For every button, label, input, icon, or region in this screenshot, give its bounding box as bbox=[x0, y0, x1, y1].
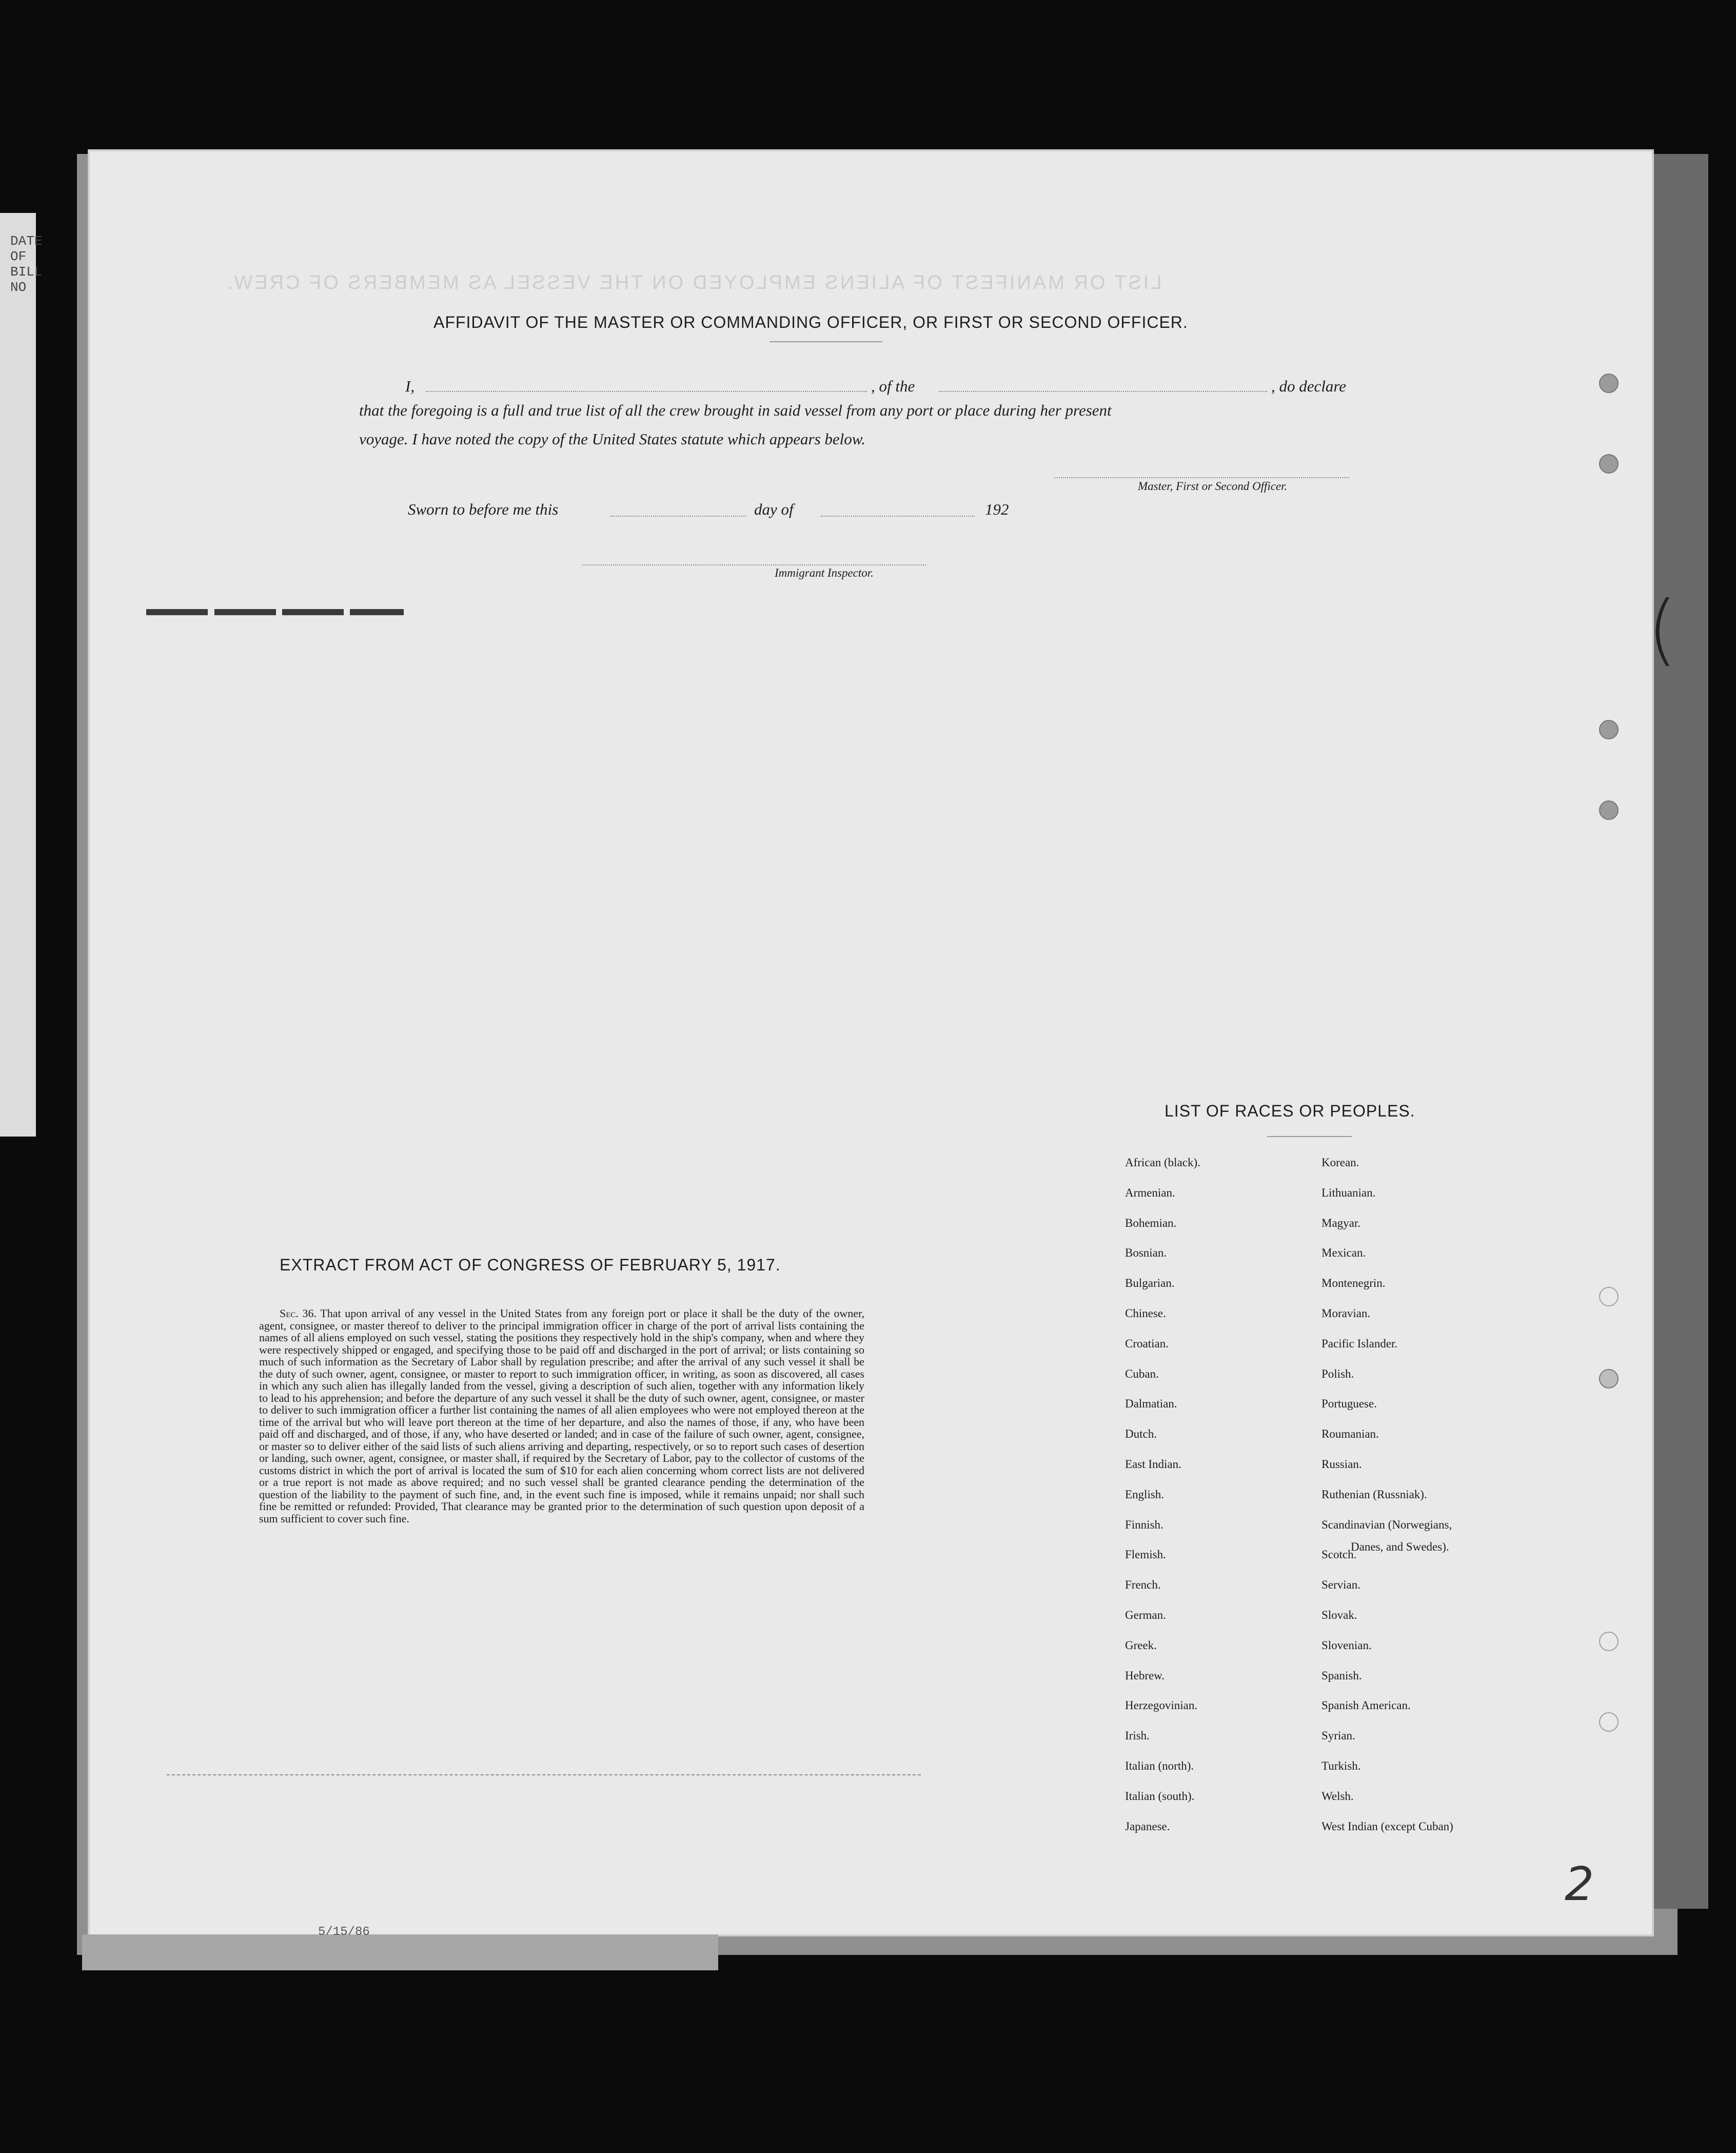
race-item: Portuguese. bbox=[1321, 1397, 1377, 1411]
race-item: African (black). bbox=[1125, 1156, 1200, 1169]
dash-mark-4 bbox=[350, 609, 404, 615]
race-item: Dutch. bbox=[1125, 1427, 1157, 1441]
race-item: Japanese. bbox=[1125, 1819, 1170, 1833]
binder-hole bbox=[1599, 1632, 1619, 1651]
inspector-signature-line bbox=[582, 564, 926, 565]
race-item: Slovak. bbox=[1321, 1609, 1357, 1621]
race-item: West Indian (except Cuban) bbox=[1321, 1819, 1453, 1833]
race-item: Syrian. bbox=[1321, 1729, 1355, 1743]
race-item: Turkish. bbox=[1321, 1759, 1361, 1772]
affidavit-declare: , do declare bbox=[1271, 377, 1347, 395]
race-item: Spanish. bbox=[1321, 1669, 1362, 1682]
race-item: Montenegrin. bbox=[1321, 1277, 1386, 1290]
dash-mark-2 bbox=[214, 609, 276, 615]
race-item: Pacific Islander. bbox=[1321, 1337, 1398, 1350]
name-blank bbox=[426, 391, 867, 392]
race-item: Chinese. bbox=[1125, 1307, 1166, 1320]
affidavit-of-the: , of the bbox=[871, 377, 915, 395]
race-item: Herzegovinian. bbox=[1125, 1699, 1198, 1712]
date-of-label: DATE OF bbox=[10, 233, 43, 264]
bottom-stamp: 5/15/86 bbox=[318, 1925, 370, 1939]
master-label: Master, First or Second Officer. bbox=[1138, 480, 1288, 493]
binder-hole bbox=[1599, 1712, 1619, 1732]
race-item: Spanish American. bbox=[1321, 1699, 1411, 1712]
races-rule bbox=[1267, 1136, 1352, 1137]
race-item: Bohemian. bbox=[1125, 1216, 1177, 1229]
affidavit-title: AFFIDAVIT OF THE MASTER OR COMMANDING OFFICER, OR FIRST OR SECOND OFFICER. bbox=[433, 313, 1188, 331]
pencil-mark-curve: ) bbox=[1648, 585, 1678, 674]
race-item: Ruthenian (Russniak). bbox=[1321, 1487, 1427, 1501]
affidavit-line-2: that the foregoing is a full and true list of all the crew brought in said vessel from any port or place during her present bbox=[359, 401, 1112, 419]
race-item: Bosnian. bbox=[1125, 1246, 1167, 1260]
race-item: Dalmatian. bbox=[1125, 1397, 1177, 1411]
extract-title bbox=[280, 1256, 781, 1275]
race-item: French. bbox=[1125, 1578, 1161, 1592]
race-item: Finnish. bbox=[1125, 1518, 1163, 1531]
race-item: Italian (north). bbox=[1125, 1759, 1194, 1772]
sworn-day-blank bbox=[610, 516, 746, 517]
race-item: Scotch. bbox=[1321, 1548, 1357, 1561]
race-item: East Indian. bbox=[1125, 1458, 1181, 1471]
year-text: 192 bbox=[985, 500, 1009, 518]
bill-no-label: BILL NO bbox=[10, 264, 43, 295]
race-item: German. bbox=[1125, 1609, 1166, 1621]
race-item: Greek. bbox=[1125, 1638, 1157, 1652]
race-item: Servian. bbox=[1321, 1578, 1361, 1592]
affidavit-line-3: voyage. I have noted the copy of the United States statute which appears below. bbox=[359, 430, 865, 448]
race-item: Cuban. bbox=[1125, 1367, 1159, 1380]
statute-text bbox=[259, 1307, 864, 1524]
race-item: Korean. bbox=[1321, 1156, 1359, 1169]
month-blank bbox=[821, 516, 975, 517]
left-edge-strip bbox=[0, 213, 43, 1137]
race-item: Flemish. bbox=[1125, 1548, 1166, 1561]
race-item: Russian. bbox=[1321, 1458, 1362, 1471]
race-item: Bulgarian. bbox=[1125, 1277, 1175, 1290]
race-item: Mexican. bbox=[1321, 1246, 1366, 1260]
race-item: Polish. bbox=[1321, 1367, 1354, 1380]
sworn-text: Sworn to before me this bbox=[408, 500, 559, 518]
binder-hole bbox=[1599, 374, 1619, 393]
race-item: English. bbox=[1125, 1487, 1165, 1501]
pencil-mark-number: 2 bbox=[1565, 1857, 1594, 1911]
race-item: Italian (south). bbox=[1125, 1789, 1195, 1803]
race-item: Moravian. bbox=[1321, 1307, 1371, 1320]
races-title: LIST OF RACES OR PEOPLES. bbox=[1165, 1102, 1415, 1120]
race-item: Scandinavian (Norwegians, bbox=[1321, 1518, 1452, 1531]
race-scandinavian-cont: Danes, and Swedes). bbox=[1351, 1540, 1449, 1553]
extract-title-text: EXTRACT FROM ACT OF CONGRESS OF FEBRUARY 5, 1917. bbox=[280, 1256, 781, 1274]
affidavit-i: I, bbox=[405, 377, 415, 395]
section-label: Sec. 36. bbox=[280, 1307, 317, 1320]
vessel-blank bbox=[939, 391, 1267, 392]
binder-hole bbox=[1599, 1287, 1619, 1306]
binder-hole bbox=[1599, 800, 1619, 820]
binder-hole bbox=[1599, 454, 1619, 474]
dash-mark-3 bbox=[282, 609, 344, 615]
race-item: Welsh. bbox=[1321, 1789, 1354, 1803]
torn-bottom-edge bbox=[82, 1934, 718, 1970]
master-signature-line bbox=[1054, 477, 1349, 478]
race-item: Armenian. bbox=[1125, 1186, 1175, 1199]
race-item: Slovenian. bbox=[1321, 1638, 1372, 1652]
bottom-rule bbox=[167, 1774, 921, 1775]
binder-hole bbox=[1599, 720, 1619, 739]
race-item: Roumanian. bbox=[1321, 1427, 1379, 1441]
race-item: Croatian. bbox=[1125, 1337, 1169, 1350]
binder-hole bbox=[1599, 1369, 1619, 1388]
race-item: Magyar. bbox=[1321, 1216, 1361, 1229]
statute-body: That upon arrival of any vessel in the United States from any foreign port or place it shall be the duty of the owner, agent, consignee, or master thereof to deliver to the principal immigration officer in charge of the port of arrival lists containing the names of all aliens employed on such vessel, stating the positions they respectively hold in the ship's company, when and where they were respectively shipped or engaged, and specifying those to be paid off and discharged in the port of arrival; or lists containing so much of such information as the Secretary of Labor shall by regulation prescribe; and after the arrival of any such vessel it shall be the duty of such owner, agent, consignee, or master to report to such immigration officer, in writing, as soon as discovered, all cases in which any such alien has illegally landed from the vessel, giving a description of such alien, together with any information likely to lead to his apprehension; and before the departure of any such vessel it shall be the duty of such owner, agent, consignee, or master to deliver to such immigration officer a further list containing the names of all alien employees who were not employed thereon at the time of the arrival but who will leave port thereon at the time of her departure, and also the names of those, if any, who have been paid off and discharged, and of those, if any, who have deserted or landed; and in case of the failure of such owner, agent, consignee, or master so to deliver either of the said lists of such aliens arriving and departing, respectively, or so to report such cases of desertion or landing, such owner, agent, consignee, or master shall, if required by the Secretary of Labor, pay to the collector of customs of the customs district in which the port of arrival is located the sum of $10 for each alien concerning whom correct lists are not delivered or a true report is not made as above required; and no such vessel shall be granted clearance pending the determination of the question of the liability to the payment of such fine, and, in the event such fine is imposed, while it remains unpaid; nor shall such fine be remitted or refunded: Provided, That clearance may be granted prior to the determination of such question upon deposit of a sum sufficient to cover such fine. bbox=[259, 1307, 865, 1525]
race-item: Hebrew. bbox=[1125, 1669, 1165, 1682]
day-of-text: day of bbox=[754, 500, 794, 518]
inspector-label: Immigrant Inspector. bbox=[775, 566, 874, 579]
race-item: Lithuanian. bbox=[1321, 1186, 1376, 1199]
dash-mark-1 bbox=[146, 609, 208, 615]
title-rule bbox=[770, 341, 882, 342]
race-item: Irish. bbox=[1125, 1729, 1150, 1743]
bleed-through-header: LIST OR MANIFEST OF ALIENS EMPLOYED ON THE VESSEL AS MEMBERS OF CREW. bbox=[226, 272, 1162, 293]
